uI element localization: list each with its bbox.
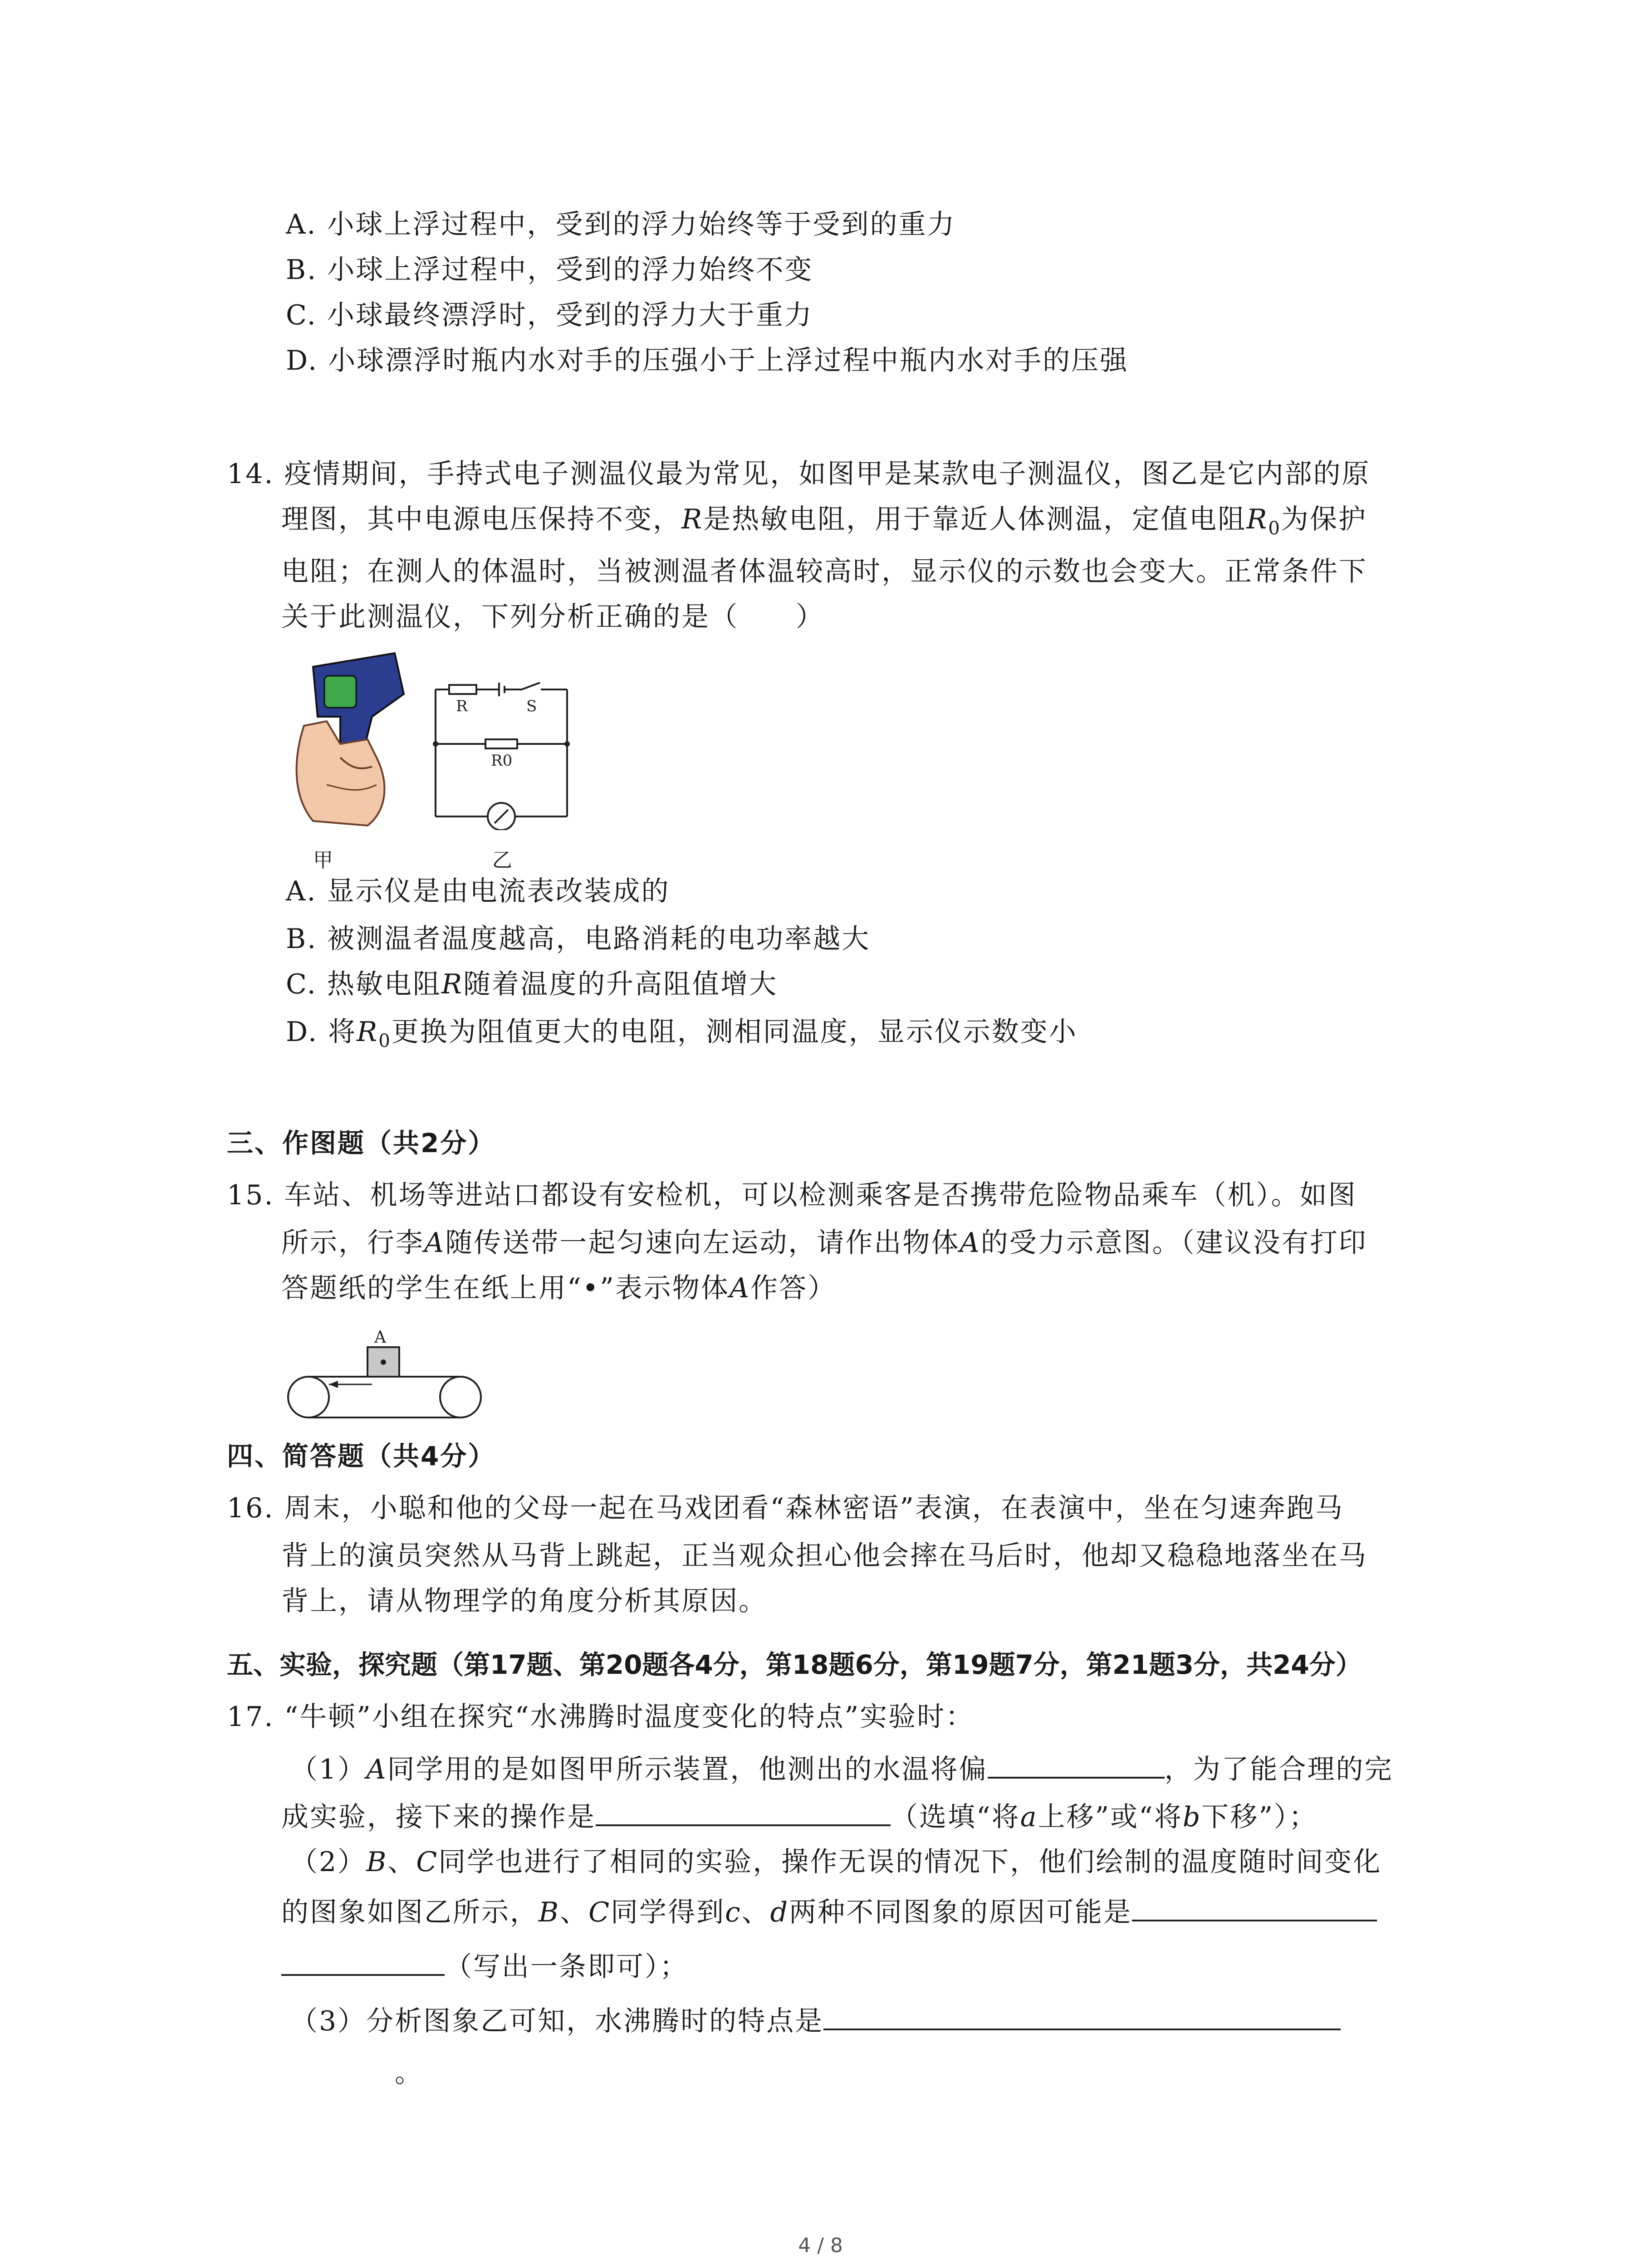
answer-blank-2[interactable] — [596, 1796, 891, 1826]
q15-line3: 答题纸的学生在纸上用“•”表示物体A作答） — [281, 1272, 837, 1304]
section-5-heading: 五、实验，探究题（第17题、第20题各4分，第18题6分，第19题7分，第21题3分，共24分） — [227, 1649, 1362, 1680]
thermometer-figure — [286, 649, 422, 839]
circuit-diagram — [431, 680, 576, 830]
q17-part2-line1: （2）B、C同学也进行了相同的实验，操作无误的情况下，他们绘制的温度随时间变化 — [290, 1846, 1382, 1878]
q14-line3: 电阻；在测人的体温时，当被测温者体温较高时，显示仪的示数也会变大。正常条件下 — [281, 556, 1367, 587]
figure-label-yi: 乙 — [492, 849, 512, 872]
circuit-label-r: R — [456, 697, 468, 715]
q17-part1-line1: （1）A同学用的是如图甲所示装置，他测出的水温将偏 ，为了能合理的完 — [290, 1749, 1393, 1788]
answer-blank-4[interactable] — [281, 1946, 445, 1976]
circuit-label-s: S — [526, 697, 537, 715]
q14-line1: 14. 疫情期间，手持式电子测温仪最为常见，如图甲是某款电子测温仪，图乙是它内部的原 — [227, 458, 1371, 490]
q14-option-d: D. 将$R_0$更换为阻值更大的电阻，测相同温度，显示仪示数变小 — [286, 1016, 1078, 1051]
page-number: 4 / 8 — [798, 2234, 843, 2257]
conveyor-figure — [286, 1325, 490, 1424]
q13-option-a: A. 小球上浮过程中，受到的浮力始终等于受到的重力 — [286, 209, 956, 240]
conveyor-label-a: A — [374, 1328, 386, 1347]
q17-part3-end: 。 — [395, 2057, 423, 2089]
q17-part3-line1: （3）分析图象乙可知，水沸腾时的特点是 — [290, 2000, 1341, 2039]
q14-line2: 理图，其中电源电压保持不变，R是热敏电阻，用于靠近人体测温，定值电阻$R_0$为保护 — [281, 503, 1367, 539]
q14-option-c: C. 热敏电阻R随着温度的升高阻值增大 — [286, 968, 778, 1000]
q13-option-d: D. 小球漂浮时瓶内水对手的压强小于上浮过程中瓶内水对手的压强 — [286, 345, 1129, 376]
q14-option-b: B. 被测温者温度越高，电路消耗的电功率越大 — [286, 923, 871, 955]
q17-part2-line2: 的图象如图乙所示，B、C同学得到c、d两种不同图象的原因可能是 — [281, 1892, 1377, 1931]
q17-part2-line3: （写出一条即可）； — [281, 1946, 688, 1985]
answer-blank-1[interactable] — [988, 1749, 1165, 1779]
section-3-heading: 三、作图题（共2分） — [227, 1128, 496, 1158]
q14-line4: 关于此测温仪，下列分析正确的是（ ） — [281, 601, 824, 633]
q17-part1-line2: 成实验，接下来的操作是 （选填“将a上移”或“将b下移”）； — [281, 1796, 1318, 1835]
q17-line1: 17. “牛顿”小组在探究“水沸腾时温度变化的特点”实验时： — [227, 1701, 975, 1733]
q15-line2: 所示，行李A随传送带一起匀速向左运动，请作出物体A的受力示意图。（建议没有打印 — [281, 1227, 1367, 1259]
q14-option-a: A. 显示仪是由电流表改装成的 — [286, 875, 670, 907]
q16-line3: 背上，请从物理学的角度分析其原因。 — [281, 1585, 767, 1617]
q13-option-c: C. 小球最终漂浮时，受到的浮力大于重力 — [286, 299, 813, 331]
circuit-label-r0: R0 — [491, 752, 513, 770]
q16-line2: 背上的演员突然从马背上跳起，正当观众担心他会摔在马后时，他却又稳稳地落坐在马 — [281, 1540, 1367, 1572]
section-4-heading: 四、简答题（共4分） — [227, 1441, 496, 1471]
answer-blank-3[interactable] — [1132, 1892, 1377, 1921]
q13-option-b: B. 小球上浮过程中，受到的浮力始终不变 — [286, 254, 813, 286]
q15-line1: 15. 车站、机场等进站口都设有安检机，可以检测乘客是否携带危险物品乘车（机）。如图 — [227, 1179, 1357, 1211]
answer-blank-5[interactable] — [823, 2000, 1341, 2030]
figure-label-jia: 甲 — [313, 849, 333, 872]
q16-line1: 16. 周末，小聪和他的父母一起在马戏团看“森林密语”表演，在表演中，坐在匀速奔跑马 — [227, 1492, 1344, 1524]
